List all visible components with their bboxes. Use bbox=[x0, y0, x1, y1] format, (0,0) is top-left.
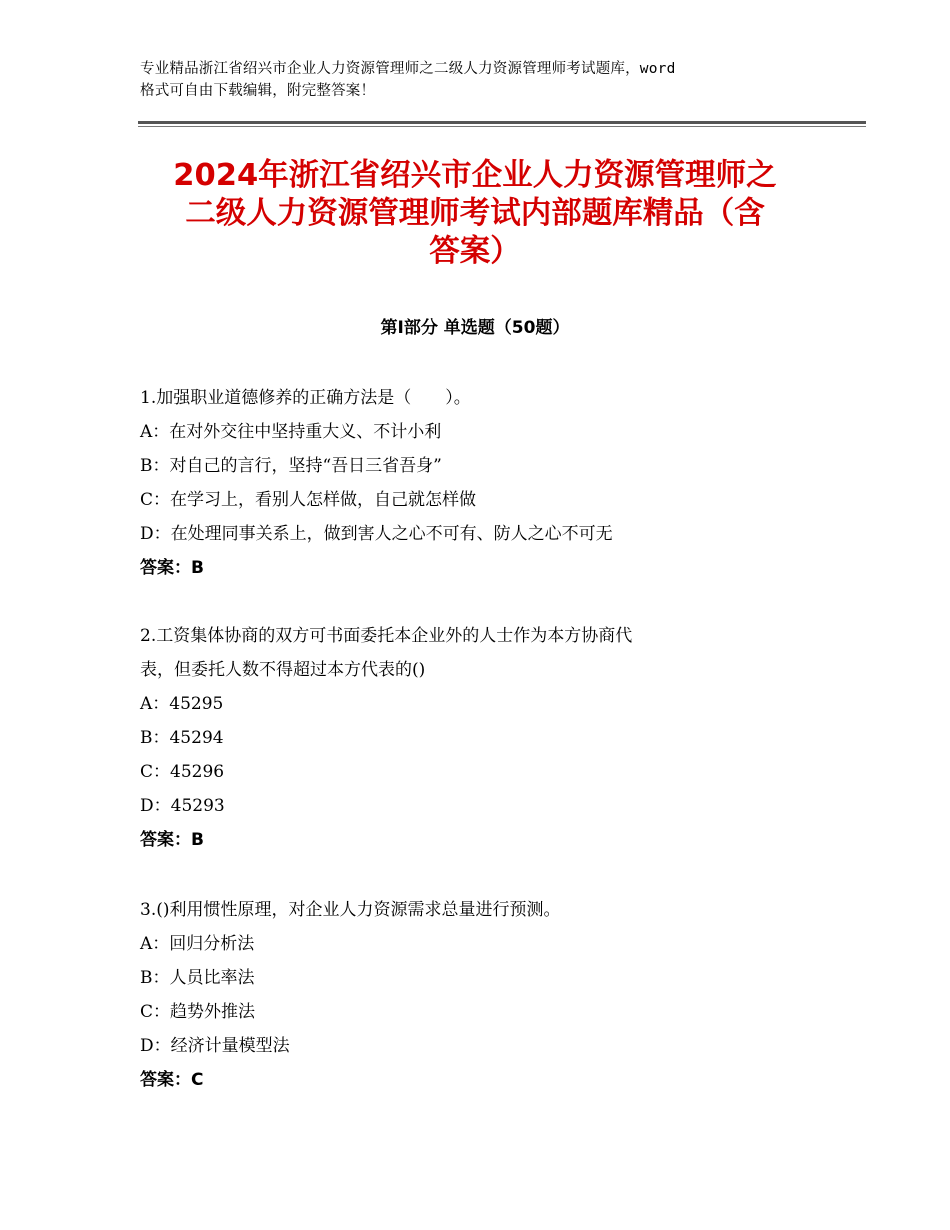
option-c: C：在学习上，看别人怎样做，自己就怎样做 bbox=[140, 490, 477, 510]
option-d: D：45293 bbox=[140, 796, 225, 816]
option-c: C：趋势外推法 bbox=[140, 1002, 256, 1022]
option-b: B：对自己的言行，坚持“吾日三省吾身” bbox=[140, 456, 442, 476]
document-title-line-1: 2024年浙江省绍兴市企业人力资源管理师之 bbox=[173, 158, 777, 193]
header-note bbox=[140, 58, 830, 102]
question-stem-continued: 表，但委托人数不得超过本方代表的() bbox=[140, 660, 426, 680]
question-stem: 1.加强职业道德修养的正确方法是（ ）。 bbox=[140, 388, 471, 408]
header-note-line-1: 专业精品浙江省绍兴市企业人力资源管理师之二级人力资源管理师考试题库，word bbox=[140, 61, 676, 77]
option-b: B：人员比率法 bbox=[140, 968, 255, 988]
question-stem: 3.()利用惯性原理，对企业人力资源需求总量进行预测。 bbox=[140, 900, 561, 920]
option-b: B：45294 bbox=[140, 728, 224, 748]
document-title-line-2: 二级人力资源管理师考试内部题库精品（含 bbox=[185, 196, 765, 231]
header-note-line-2: 格式可自由下载编辑，附完整答案！ bbox=[140, 83, 376, 99]
answer: 答案：B bbox=[140, 558, 204, 578]
option-c: C：45296 bbox=[140, 762, 225, 782]
question-2 bbox=[140, 619, 820, 857]
answer: 答案：B bbox=[140, 830, 204, 850]
header-divider-thick bbox=[138, 121, 866, 124]
header-divider-thin bbox=[138, 126, 866, 127]
option-a: A：在对外交往中坚持重大义、不计小利 bbox=[140, 422, 442, 442]
option-d: D：在处理同事关系上，做到害人之心不可有、防人之心不可无 bbox=[140, 524, 613, 544]
question-1 bbox=[140, 381, 820, 585]
option-a: A：回归分析法 bbox=[140, 934, 255, 954]
document-title bbox=[140, 157, 810, 271]
question-3 bbox=[140, 893, 820, 1097]
option-a: A：45295 bbox=[140, 694, 224, 714]
document-title-line-3: 答案） bbox=[429, 234, 521, 269]
section-title: 第Ⅰ部分 单选题（50题） bbox=[380, 318, 570, 338]
question-stem: 2.工资集体协商的双方可书面委托本企业外的人士作为本方协商代 bbox=[140, 626, 633, 646]
answer: 答案：C bbox=[140, 1070, 204, 1090]
option-d: D：经济计量模型法 bbox=[140, 1036, 290, 1056]
